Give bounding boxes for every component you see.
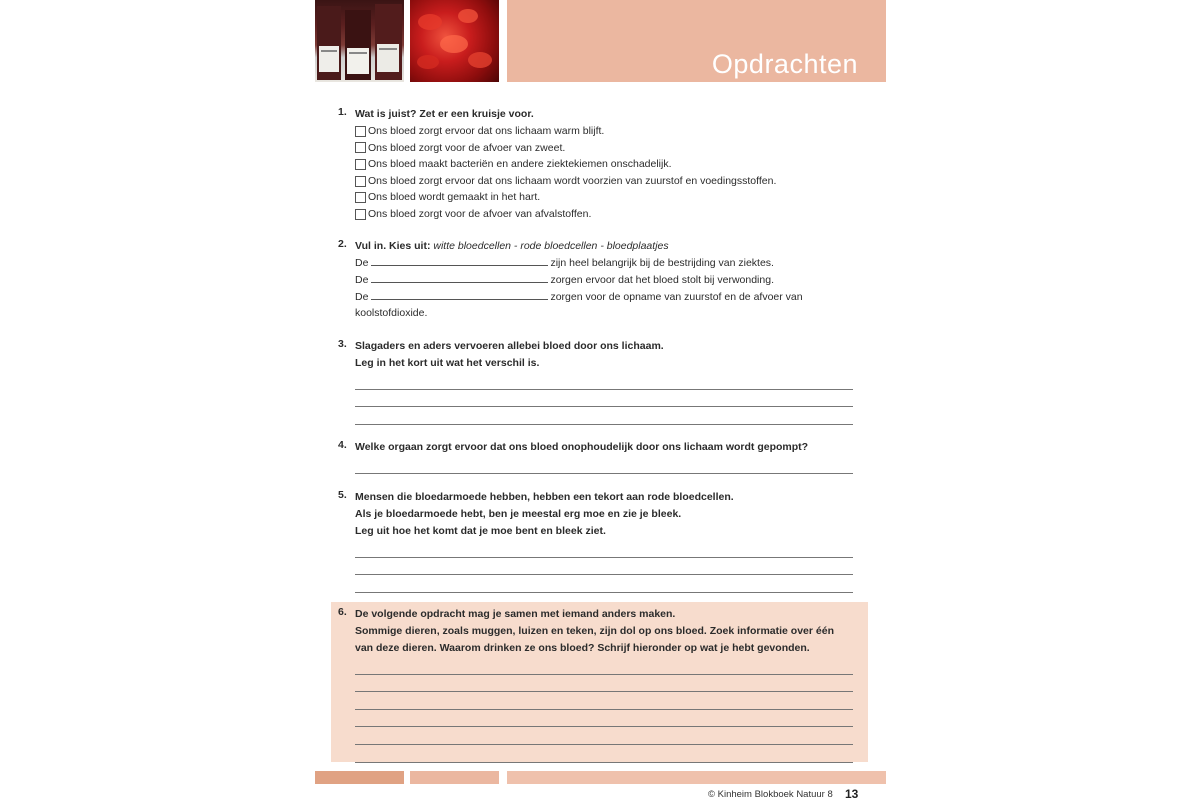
checkbox[interactable] (355, 176, 366, 187)
question-1 (338, 106, 858, 223)
option-row (355, 156, 858, 173)
title-band (507, 0, 886, 82)
answer-line[interactable] (355, 692, 853, 710)
checkbox[interactable] (355, 209, 366, 220)
option-label: Ons bloed maakt bacteriën en andere ziektekiemen onschadelijk. (368, 158, 672, 171)
question-6 (338, 606, 858, 763)
page-title: Opdrachten (711, 49, 858, 79)
option-row (355, 206, 858, 223)
prompt-text: Vul in. Kies uit: (355, 240, 431, 252)
article: De (355, 290, 369, 303)
question-number: 2. (338, 238, 347, 250)
option-label: Ons bloed zorgt voor de afvoer van zweet. (368, 141, 566, 154)
article: De (355, 273, 369, 286)
answer-blank[interactable] (371, 257, 548, 266)
answer-line[interactable] (355, 710, 853, 728)
answer-blank[interactable] (371, 274, 548, 283)
question-prompt: Sommige dieren, zoals muggen, luizen en teken, zijn dol op ons bloed. Zoek informatie over één (355, 625, 834, 637)
question-prompt: Mensen die bloedarmoede hebben, hebben een tekort aan rode bloedcellen. (355, 491, 734, 503)
option-label: Ons bloed wordt gemaakt in het hart. (368, 191, 541, 204)
option-label: Ons bloed zorgt ervoor dat ons lichaam wordt voorzien van zuurstof en voedingsstoffen. (368, 174, 777, 187)
sentence-continuation: koolstofdioxide. (355, 307, 428, 320)
question-2 (338, 238, 858, 322)
question-number: 3. (338, 338, 347, 350)
footer-bar-right (507, 771, 886, 784)
question-prompt: Wat is juist? Zet er een kruisje voor. (355, 108, 534, 120)
question-prompt: Als je bloedarmoede hebt, ben je meestal erg moe en zie je bleek. (355, 508, 682, 520)
answer-line[interactable] (355, 407, 853, 425)
sentence-end: zorgen ervoor dat het bloed stolt bij verwonding. (550, 273, 774, 286)
question-3 (338, 338, 858, 425)
question-prompt: Leg uit hoe het komt dat je moe bent en bleek ziet. (355, 525, 606, 537)
question-number: 4. (338, 439, 347, 451)
word-choices: witte bloedcellen - rode bloedcellen - bloedplaatjes (433, 240, 669, 252)
answer-line[interactable] (355, 657, 853, 675)
question-number: 1. (338, 106, 347, 118)
fill-in-row (355, 255, 858, 272)
question-prompt: De volgende opdracht mag je samen met iemand anders maken. (355, 608, 676, 620)
question-number: 6. (338, 606, 347, 618)
blood-cells-photo (410, 0, 499, 82)
question-prompt: van deze dieren. Waarom drinken ze ons bloed? Schrijf hieronder op wat je hebt gevonden. (355, 642, 810, 654)
question-prompt (355, 238, 858, 255)
answer-line[interactable] (355, 390, 853, 408)
answer-line[interactable] (355, 558, 853, 576)
checkbox[interactable] (355, 142, 366, 153)
option-row (355, 189, 858, 206)
answer-line[interactable] (355, 540, 853, 558)
footer-bar-left (315, 771, 404, 784)
question-5 (338, 489, 858, 593)
option-label: Ons bloed zorgt voor de afvoer van afvalstoffen. (368, 207, 592, 220)
answer-line[interactable] (355, 372, 853, 390)
footer-bar-middle (410, 771, 499, 784)
answer-line[interactable] (355, 456, 853, 474)
answer-line[interactable] (355, 575, 853, 593)
question-prompt: Slagaders en aders vervoeren allebei bloed door ons lichaam. (355, 340, 664, 352)
option-row (355, 140, 858, 157)
question-prompt: Welke orgaan zorgt ervoor dat ons bloed onophoudelijk door ons lichaam wordt gepompt? (355, 441, 809, 453)
fill-in-row (355, 289, 858, 306)
answer-blank[interactable] (371, 291, 548, 300)
sentence-end: zorgen voor de opname van zuurstof en de afvoer van (550, 290, 803, 303)
fill-in-row (355, 272, 858, 289)
question-4 (338, 439, 858, 474)
option-row (355, 123, 858, 140)
question-number: 5. (338, 489, 347, 501)
option-label: Ons bloed zorgt ervoor dat ons lichaam warm blijft. (368, 125, 605, 137)
page-number: 13 (845, 787, 859, 801)
copyright-text: © Kinheim Blokboek Natuur 8 (708, 789, 833, 800)
sentence-end: zijn heel belangrijk bij de bestrijding van ziektes. (550, 257, 774, 269)
blood-bags-photo (315, 0, 404, 82)
answer-line[interactable] (355, 675, 853, 693)
checkbox[interactable] (355, 159, 366, 170)
answer-line[interactable] (355, 727, 853, 745)
question-prompt: Leg in het kort uit wat het verschil is. (355, 357, 540, 369)
option-row (355, 173, 858, 190)
answer-line[interactable] (355, 745, 853, 763)
article: De (355, 257, 369, 269)
checkbox[interactable] (355, 126, 366, 137)
checkbox[interactable] (355, 192, 366, 203)
